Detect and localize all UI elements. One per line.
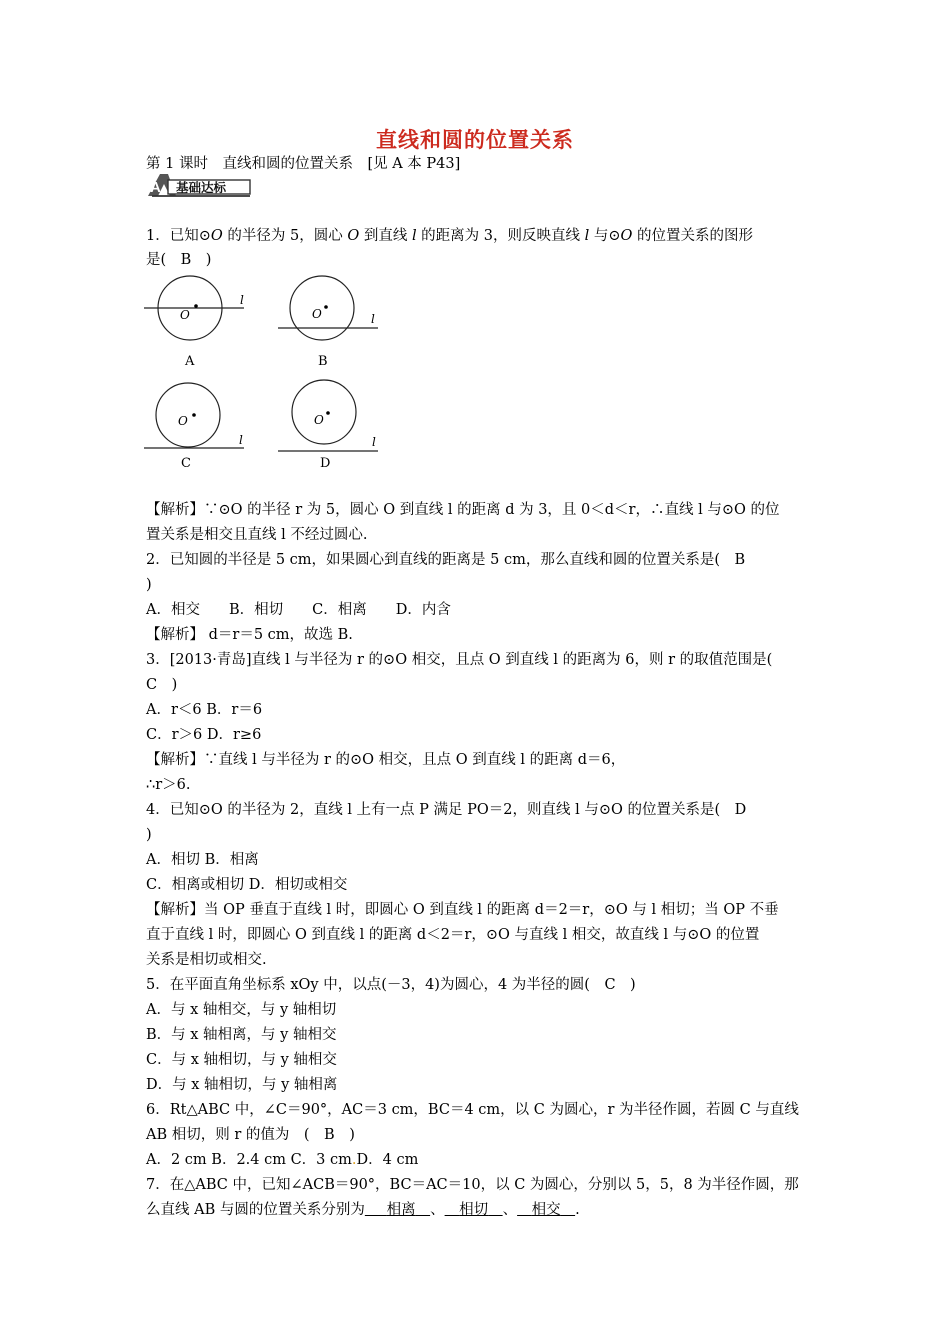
figure-b-label: B <box>318 354 328 369</box>
question-5-option-c: C．与 x 轴相切，与 y 轴相交 <box>146 1052 337 1068</box>
question-4-analysis-2: 直于直线 l 时，即圆心 O 到直线 l 的距离 d＜2＝r，⊙O 与直线 l 相交，故直线 l 与⊙O 的位置 <box>146 927 760 943</box>
question-3: 3．[2013·青岛]直线 l 与半径为 r 的⊙O 相交，且点 O 到直线 l 的距离为 6，则 r 的取值范围是( <box>146 652 773 668</box>
question-3-analysis-1: 【解析】∵直线 l 与半径为 r 的⊙O 相交，且点 O 到直线 l 的距离 d＝6， <box>146 752 626 768</box>
question-5-option-b: B．与 x 轴相离，与 y 轴相交 <box>146 1027 337 1043</box>
figure-b-line: l <box>371 312 375 326</box>
question-1: 1．已知⊙O 的半径为 5，圆心 O 到直线 l 的距离为 3，则反映直线 l 与⊙O 的位置关系的图形 <box>146 228 754 244</box>
question-7-cont: 么直线 AB 与圆的位置关系分别为 相离 、 相切 、 相交 . <box>146 1202 580 1218</box>
question-4-options-2: C．相离或相切 D．相切或相交 <box>146 877 348 893</box>
answer-2: 相切 <box>459 1202 489 1218</box>
figure-c-line: l <box>239 433 243 447</box>
question-3-options-1: A．r＜6 B．r＝6 <box>146 702 263 718</box>
analysis-1-line-1: 【解析】∵⊙O 的半径 r 为 5，圆心 O 到直线 l 的距离 d 为 3，且 0＜d＜r，∴直线 l 与⊙O 的位 <box>146 502 780 518</box>
circle-line-figures <box>140 268 390 478</box>
figure-d <box>278 380 378 451</box>
figure-d-line: l <box>372 435 376 449</box>
figure-a <box>144 276 244 340</box>
question-4-options-1: A．相切 B．相离 <box>146 852 259 868</box>
figure-a-center: O <box>180 308 190 322</box>
figure-d-center: O <box>314 413 324 427</box>
figure-b-center: O <box>312 307 322 321</box>
answer-1: 相离 <box>386 1202 416 1218</box>
question-4-cont: ) <box>146 827 152 843</box>
question-5-option-d: D．与 x 轴相切，与 y 轴相离 <box>146 1077 338 1093</box>
question-3-options-2: C．r＞6 D．r≥6 <box>146 727 262 743</box>
lesson-subtitle: 第 1 课时 直线和圆的位置关系 [见 A 本 P43] <box>146 156 461 172</box>
answer-3: 相交 <box>531 1202 561 1218</box>
question-5-option-a: A．与 x 轴相交，与 y 轴相切 <box>146 1002 337 1018</box>
page-title: 直线和圆的位置关系 <box>376 128 574 152</box>
badge-letter: A <box>150 179 161 196</box>
figure-c-label: C <box>181 456 191 471</box>
question-3-cont: C ) <box>146 677 178 693</box>
question-4: 4．已知⊙O 的半径为 2，直线 l 上有一点 P 满足 PO＝2，则直线 l 与⊙O 的位置关系是( D <box>146 802 747 818</box>
figure-a-line: l <box>240 293 244 307</box>
question-6-options: A．2 cm B．2.4 cm C．3 cm.D．4 cm <box>146 1152 419 1168</box>
question-2: 2．已知圆的半径是 5 cm，如果圆心到直线的距离是 5 cm，那么直线和圆的位置关系是( B <box>146 552 746 568</box>
question-6: 6．Rt△ABC 中，∠C＝90°，AC＝3 cm，BC＝4 cm，以 C 为圆心，r 为半径作圆，若圆 C 与直线 <box>146 1102 799 1118</box>
question-2-options: A．相交 B．相切 C．相离 D．内含 <box>146 602 451 618</box>
figure-c-center: O <box>178 414 188 428</box>
question-2-analysis: 【解析】 d＝r＝5 cm，故选 B. <box>146 627 353 643</box>
figure-d-label: D <box>320 456 331 471</box>
question-4-analysis-3: 关系是相切或相交. <box>146 952 267 968</box>
analysis-1-line-2: 置关系是相交且直线 l 不经过圆心. <box>146 527 368 543</box>
badge-text: 基础达标 <box>176 180 227 195</box>
question-2-cont: ) <box>146 577 152 593</box>
question-7: 7．在△ABC 中，已知∠ACB＝90°，BC＝AC＝10，以 C 为圆心，分别以 5，5，8 为半径作圆，那 <box>146 1177 799 1193</box>
question-4-analysis-1: 【解析】当 OP 垂直于直线 l 时，即圆心 O 到直线 l 的距离 d＝2＝r，⊙O 与 l 相切；当 OP 不垂 <box>146 902 779 918</box>
level-badge <box>146 172 252 198</box>
question-6-cont: AB 相切，则 r 的值为 ( B ) <box>146 1127 355 1143</box>
question-1-answer: 是( B ) <box>146 252 212 268</box>
figure-b <box>278 276 378 340</box>
question-3-analysis-2: ∴r＞6. <box>146 777 191 793</box>
question-5: 5．在平面直角坐标系 xOy 中，以点(－3，4)为圆心，4 为半径的圆( C ) <box>146 977 636 993</box>
figure-a-label: A <box>185 354 195 369</box>
